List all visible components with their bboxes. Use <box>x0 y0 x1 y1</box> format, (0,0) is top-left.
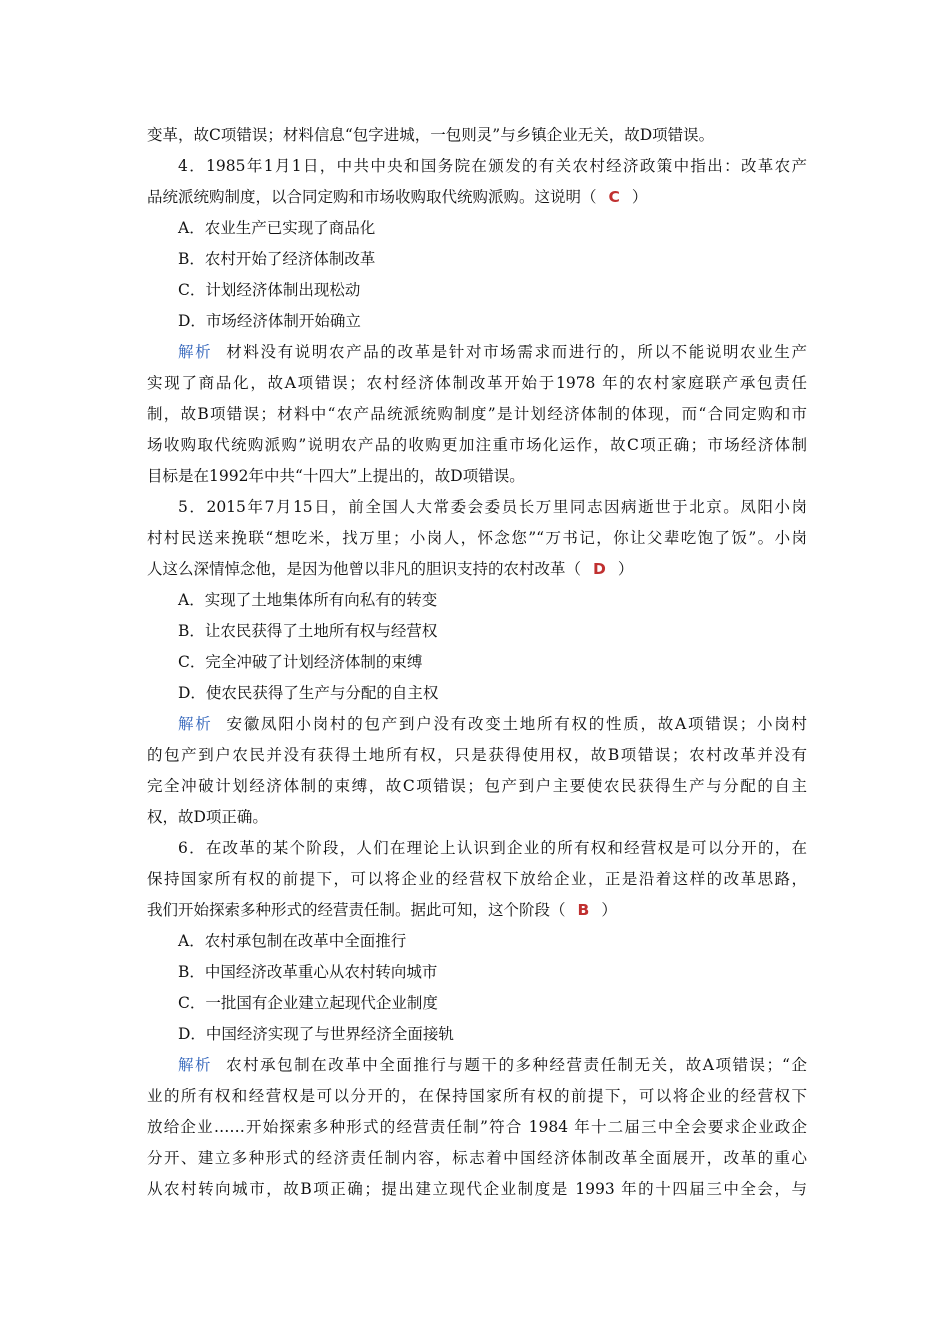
q4-analysis-line: 制，故B项错误；材料中“农产品统派统购制度”是计划经济体制的体现，而“合同定购和市 <box>147 405 807 423</box>
q6-option-a: A．农村承包制在改革中全面推行 <box>178 932 407 950</box>
q5-stem-end: ） <box>617 560 634 578</box>
q4-stem-text: 品统派统购制度，以合同定购和市场收购取代统购派购。这说明（ <box>147 188 597 206</box>
q4-analysis-line <box>178 337 807 368</box>
q4-option-a: A．农业生产已实现了商品化 <box>178 219 376 237</box>
q6-analysis-line: 业的所有权和经营权是可以分开的，在保持国家所有权的前提下，可以将企业的经营权下 <box>147 1087 807 1105</box>
q5-stem-text: 人这么深情悼念他，是因为他曾以非凡的胆识支持的农村改革（ <box>147 560 582 578</box>
q6-analysis-line: 从农村转向城市，故B项正确；提出建立现代企业制度是 1993 年的十四届三中全会，与 <box>147 1180 807 1198</box>
q6-option-d: D．中国经济实现了与世界经济全面接轨 <box>178 1025 454 1043</box>
q6-stem-end: ） <box>601 901 617 919</box>
q5-option-d: D．使农民获得了生产与分配的自主权 <box>178 684 439 702</box>
q5-answer: D <box>593 560 606 578</box>
q5-analysis-line: 权，故D项正确。 <box>147 808 268 826</box>
q4-analysis-line: 实现了商品化，故A项错误；农村经济体制改革开始于1978 年的农村家庭联产承包责任 <box>147 374 807 392</box>
q5-stem-line: 村村民送来挽联“想吃米，找万里；小岗人，怀念您”“万书记，你让父辈吃饱了饭”。小岗 <box>147 529 807 547</box>
q6-analysis-text: 农村承包制在改革中全面推行与题干的多种经营责任制无关，故A项错误；“企 <box>226 1056 807 1074</box>
q5-analysis-line: 完全冲破计划经济体制的束缚，故C项错误；包产到户主要使农民获得生产与分配的自主 <box>147 777 807 795</box>
q6-analysis-label: 解析 <box>178 1056 213 1074</box>
q6-stem-line <box>147 895 807 926</box>
q6-analysis-line: 放给企业……开始探索多种形式的经营责任制”符合 1984 年十二届三中全会要求企业政企 <box>147 1118 807 1136</box>
q5-analysis-line: 的包产到户农民并没有获得土地所有权，只是获得使用权，故B项错误；农村改革并没有 <box>147 746 807 764</box>
q6-stem-line: 6．在改革的某个阶段，人们在理论上认识到企业的所有权和经营权是可以分开的，在 <box>178 839 807 857</box>
q6-option-c: C．一批国有企业建立起现代企业制度 <box>178 994 438 1012</box>
q5-analysis-line <box>178 709 807 740</box>
q4-answer: C <box>608 188 620 206</box>
intro-line: 变革，故C项错误；材料信息“包字进城，一包则灵”与乡镇企业无关，故D项错误。 <box>147 126 715 144</box>
q4-option-d: D．市场经济体制开始确立 <box>178 312 361 330</box>
q4-stem-end: ） <box>631 188 648 206</box>
q4-option-b: B．农村开始了经济体制改革 <box>178 250 376 268</box>
q4-analysis-line: 场收购取代统购派购”说明农产品的收购更加注重市场化运作，故C项正确；市场经济体制 <box>147 436 807 454</box>
q6-option-b: B．中国经济改革重心从农村转向城市 <box>178 963 438 981</box>
q5-analysis-text: 安徽凤阳小岗村的包产到户没有改变土地所有权的性质，故A项错误；小岗村 <box>226 715 807 733</box>
q4-stem-line <box>147 182 807 213</box>
q4-analysis-line: 目标是在1992年中共“十四大”上提出的，故D项错误。 <box>147 467 525 485</box>
q5-option-c: C．完全冲破了计划经济体制的束缚 <box>178 653 423 671</box>
q6-stem-text: 我们开始探索多种形式的经营责任制。据此可知，这个阶段（ <box>147 901 566 919</box>
q6-stem-line: 保持国家所有权的前提下，可以将企业的经营权下放给企业，正是沿着这样的改革思路， <box>147 870 807 888</box>
q6-analysis-line: 分开、建立多种形式的经济责任制内容，标志着中国经济体制改革全面展开，改革的重心 <box>147 1149 807 1167</box>
q5-analysis-label: 解析 <box>178 715 213 733</box>
q4-option-c: C．计划经济体制出现松动 <box>178 281 361 299</box>
q5-option-a: A．实现了土地集体所有向私有的转变 <box>178 591 438 609</box>
q6-analysis-line <box>178 1050 807 1081</box>
q6-answer: B <box>577 901 590 919</box>
q4-stem-line: 4．1985年1月1日，中共中央和国务院在颁发的有关农村经济政策中指出：改革农产 <box>178 157 807 175</box>
q5-stem-line <box>147 554 807 585</box>
q4-analysis-text: 材料没有说明农产品的改革是针对市场需求而进行的，所以不能说明农业生产 <box>226 343 807 361</box>
q5-option-b: B．让农民获得了土地所有权与经营权 <box>178 622 438 640</box>
q4-analysis-label: 解析 <box>178 343 213 361</box>
q5-stem-line: 5．2015年7月15日，前全国人大常委会委员长万里同志因病逝世于北京。凤阳小岗 <box>178 498 807 516</box>
